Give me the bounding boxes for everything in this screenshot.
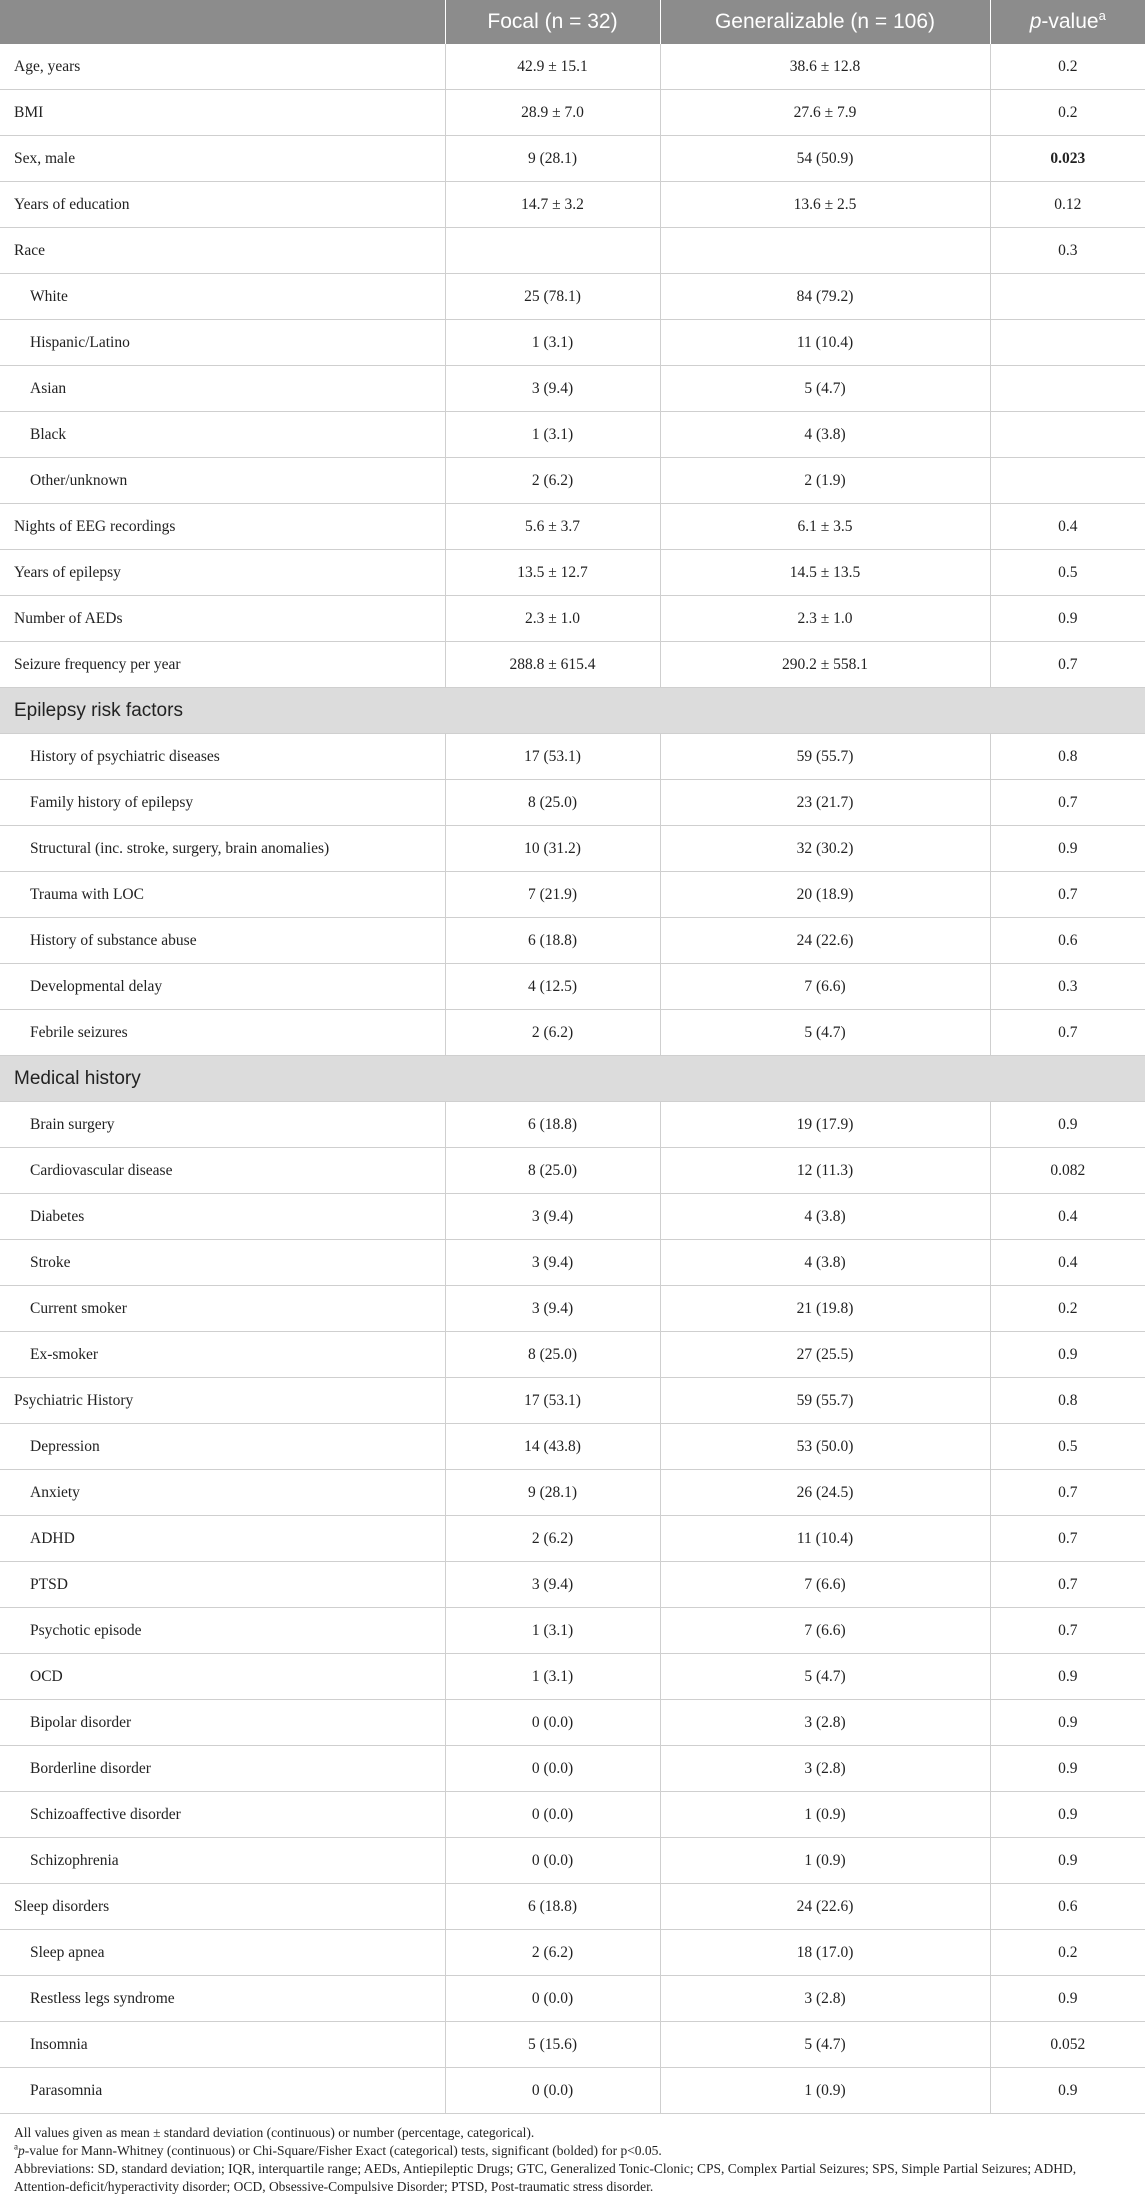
cell-pvalue — [990, 366, 1145, 412]
footnote-pvalue-italic: p — [18, 2143, 25, 2158]
table-row — [0, 1930, 1145, 1976]
footnote-pvalue-text: -value for Mann-Whitney (continuous) or Chi-Square/Fisher Exact (categorical) tests, significant (bolded) for p<0.05. — [24, 2143, 662, 2158]
table-row — [0, 1470, 1145, 1516]
cell-focal: 6 (18.8) — [445, 1884, 660, 1930]
cell-pvalue: 0.12 — [990, 182, 1145, 228]
cell-generalizable: 1 (0.9) — [660, 2068, 990, 2114]
cell-focal: 5 (15.6) — [445, 2022, 660, 2068]
cell-generalizable: 2.3 ± 1.0 — [660, 596, 990, 642]
row-label: History of psychiatric diseases — [0, 734, 445, 780]
cell-pvalue: 0.2 — [990, 1930, 1145, 1976]
cell-generalizable: 1 (0.9) — [660, 1838, 990, 1884]
cell-focal: 6 (18.8) — [445, 918, 660, 964]
cell-generalizable: 11 (10.4) — [660, 1516, 990, 1562]
cell-generalizable: 5 (4.7) — [660, 366, 990, 412]
cell-generalizable: 27 (25.5) — [660, 1332, 990, 1378]
table-row — [0, 504, 1145, 550]
cell-generalizable: 26 (24.5) — [660, 1470, 990, 1516]
row-label: Asian — [0, 366, 445, 412]
cell-focal — [445, 228, 660, 274]
header-pvalue-sup: a — [1098, 8, 1106, 23]
cell-pvalue: 0.7 — [990, 1010, 1145, 1056]
section-title: Epilepsy risk factors — [0, 688, 1145, 734]
cell-focal: 3 (9.4) — [445, 1286, 660, 1332]
row-label: Psychotic episode — [0, 1608, 445, 1654]
row-label: Age, years — [0, 44, 445, 90]
cell-generalizable: 20 (18.9) — [660, 872, 990, 918]
row-label: Sleep disorders — [0, 1884, 445, 1930]
table-row — [0, 872, 1145, 918]
row-label: Family history of epilepsy — [0, 780, 445, 826]
cell-focal: 2.3 ± 1.0 — [445, 596, 660, 642]
table-row — [0, 1976, 1145, 2022]
table-row — [0, 1102, 1145, 1148]
cell-generalizable: 14.5 ± 13.5 — [660, 550, 990, 596]
table-row — [0, 1010, 1145, 1056]
table-row — [0, 1424, 1145, 1470]
cell-pvalue: 0.6 — [990, 918, 1145, 964]
row-label: Current smoker — [0, 1286, 445, 1332]
cell-focal: 3 (9.4) — [445, 366, 660, 412]
row-label: Developmental delay — [0, 964, 445, 1010]
cell-focal: 1 (3.1) — [445, 412, 660, 458]
cell-pvalue — [990, 274, 1145, 320]
cell-generalizable: 7 (6.6) — [660, 1608, 990, 1654]
row-label: History of substance abuse — [0, 918, 445, 964]
header-focal: Focal (n = 32) — [445, 0, 660, 44]
table-body — [0, 44, 1145, 2114]
cell-generalizable: 3 (2.8) — [660, 1700, 990, 1746]
cell-generalizable: 290.2 ± 558.1 — [660, 642, 990, 688]
cell-focal: 13.5 ± 12.7 — [445, 550, 660, 596]
cell-generalizable: 38.6 ± 12.8 — [660, 44, 990, 90]
row-label: BMI — [0, 90, 445, 136]
cell-focal: 28.9 ± 7.0 — [445, 90, 660, 136]
cell-generalizable: 1 (0.9) — [660, 1792, 990, 1838]
cell-pvalue: 0.9 — [990, 596, 1145, 642]
cell-pvalue: 0.4 — [990, 504, 1145, 550]
table-row — [0, 320, 1145, 366]
cell-focal: 9 (28.1) — [445, 1470, 660, 1516]
cell-generalizable: 13.6 ± 2.5 — [660, 182, 990, 228]
cell-generalizable: 54 (50.9) — [660, 136, 990, 182]
cell-pvalue — [990, 320, 1145, 366]
row-label: PTSD — [0, 1562, 445, 1608]
cell-pvalue: 0.4 — [990, 1194, 1145, 1240]
table-footnotes — [0, 2114, 1145, 2196]
row-label: Diabetes — [0, 1194, 445, 1240]
cell-generalizable: 11 (10.4) — [660, 320, 990, 366]
row-label: Insomnia — [0, 2022, 445, 2068]
footnote-pvalue — [14, 2142, 1131, 2160]
cell-focal: 1 (3.1) — [445, 1608, 660, 1654]
cell-generalizable: 4 (3.8) — [660, 1194, 990, 1240]
cell-generalizable: 27.6 ± 7.9 — [660, 90, 990, 136]
cell-pvalue: 0.2 — [990, 1286, 1145, 1332]
table-row — [0, 182, 1145, 228]
cell-focal: 8 (25.0) — [445, 1148, 660, 1194]
cell-generalizable: 24 (22.6) — [660, 918, 990, 964]
cell-pvalue: 0.9 — [990, 1332, 1145, 1378]
cell-generalizable: 7 (6.6) — [660, 1562, 990, 1608]
header-generalizable: Generalizable (n = 106) — [660, 0, 990, 44]
table-row — [0, 228, 1145, 274]
cell-pvalue: 0.9 — [990, 1700, 1145, 1746]
cell-focal: 9 (28.1) — [445, 136, 660, 182]
cell-pvalue: 0.9 — [990, 826, 1145, 872]
table-header-row — [0, 0, 1145, 44]
row-label: Years of education — [0, 182, 445, 228]
table-row — [0, 1654, 1145, 1700]
cell-focal: 1 (3.1) — [445, 1654, 660, 1700]
cell-generalizable: 21 (19.8) — [660, 1286, 990, 1332]
cell-generalizable: 19 (17.9) — [660, 1102, 990, 1148]
cell-pvalue: 0.5 — [990, 1424, 1145, 1470]
cell-pvalue: 0.9 — [990, 1746, 1145, 1792]
table-row — [0, 412, 1145, 458]
cell-focal: 2 (6.2) — [445, 1930, 660, 1976]
table-row — [0, 1332, 1145, 1378]
table-row — [0, 2022, 1145, 2068]
cell-focal: 42.9 ± 15.1 — [445, 44, 660, 90]
cell-focal: 2 (6.2) — [445, 1010, 660, 1056]
cell-focal: 0 (0.0) — [445, 1976, 660, 2022]
row-label: Years of epilepsy — [0, 550, 445, 596]
table-row — [0, 366, 1145, 412]
row-label: Stroke — [0, 1240, 445, 1286]
row-label: Borderline disorder — [0, 1746, 445, 1792]
row-label: Hispanic/Latino — [0, 320, 445, 366]
cell-generalizable: 3 (2.8) — [660, 1976, 990, 2022]
cell-focal: 4 (12.5) — [445, 964, 660, 1010]
table-row — [0, 90, 1145, 136]
row-label: Race — [0, 228, 445, 274]
cell-pvalue: 0.9 — [990, 1976, 1145, 2022]
cell-pvalue: 0.9 — [990, 1102, 1145, 1148]
cell-focal: 0 (0.0) — [445, 1792, 660, 1838]
cell-generalizable: 5 (4.7) — [660, 2022, 990, 2068]
cell-generalizable: 5 (4.7) — [660, 1654, 990, 1700]
row-label: Depression — [0, 1424, 445, 1470]
cell-focal: 2 (6.2) — [445, 1516, 660, 1562]
cell-focal: 14 (43.8) — [445, 1424, 660, 1470]
header-blank-cell — [0, 0, 445, 44]
cell-focal: 14.7 ± 3.2 — [445, 182, 660, 228]
row-label: ADHD — [0, 1516, 445, 1562]
table-row — [0, 2068, 1145, 2114]
cell-focal: 7 (21.9) — [445, 872, 660, 918]
row-label: Structural (inc. stroke, surgery, brain anomalies) — [0, 826, 445, 872]
row-label: Schizophrenia — [0, 1838, 445, 1884]
row-label: Bipolar disorder — [0, 1700, 445, 1746]
cell-pvalue: 0.7 — [990, 872, 1145, 918]
row-label: Seizure frequency per year — [0, 642, 445, 688]
cell-generalizable: 24 (22.6) — [660, 1884, 990, 1930]
cell-focal: 17 (53.1) — [445, 734, 660, 780]
row-label: Black — [0, 412, 445, 458]
cell-pvalue: 0.4 — [990, 1240, 1145, 1286]
table-row — [0, 1240, 1145, 1286]
header-pvalue-text: -value — [1041, 10, 1099, 33]
cell-focal: 5.6 ± 3.7 — [445, 504, 660, 550]
table-row — [0, 1194, 1145, 1240]
cell-pvalue: 0.8 — [990, 734, 1145, 780]
footnote-pvalue-sup: a — [14, 2141, 18, 2152]
table-row — [0, 734, 1145, 780]
cell-generalizable: 18 (17.0) — [660, 1930, 990, 1976]
table-row — [0, 1700, 1145, 1746]
cell-generalizable: 4 (3.8) — [660, 1240, 990, 1286]
table-row — [0, 1562, 1145, 1608]
header-pvalue — [990, 0, 1145, 44]
row-label: OCD — [0, 1654, 445, 1700]
cell-pvalue: 0.7 — [990, 1562, 1145, 1608]
row-label: Schizoaffective disorder — [0, 1792, 445, 1838]
cell-focal: 17 (53.1) — [445, 1378, 660, 1424]
table-row — [0, 826, 1145, 872]
cell-pvalue: 0.3 — [990, 228, 1145, 274]
cell-focal: 288.8 ± 615.4 — [445, 642, 660, 688]
cell-pvalue: 0.9 — [990, 1654, 1145, 1700]
row-label: Sex, male — [0, 136, 445, 182]
cell-generalizable: 4 (3.8) — [660, 412, 990, 458]
table-row — [0, 550, 1145, 596]
cell-focal: 8 (25.0) — [445, 780, 660, 826]
cell-pvalue: 0.6 — [990, 1884, 1145, 1930]
row-label: Febrile seizures — [0, 1010, 445, 1056]
cell-pvalue: 0.2 — [990, 90, 1145, 136]
cell-pvalue: 0.7 — [990, 642, 1145, 688]
table-row — [0, 44, 1145, 90]
cell-focal: 3 (9.4) — [445, 1194, 660, 1240]
cell-generalizable: 5 (4.7) — [660, 1010, 990, 1056]
section-header-row — [0, 688, 1145, 734]
section-header-row — [0, 1056, 1145, 1102]
cell-generalizable: 2 (1.9) — [660, 458, 990, 504]
cell-focal: 6 (18.8) — [445, 1102, 660, 1148]
row-label: Ex-smoker — [0, 1332, 445, 1378]
cell-pvalue: 0.082 — [990, 1148, 1145, 1194]
table-row — [0, 642, 1145, 688]
table-row — [0, 1516, 1145, 1562]
table-row — [0, 1378, 1145, 1424]
cell-focal: 1 (3.1) — [445, 320, 660, 366]
cell-pvalue: 0.052 — [990, 2022, 1145, 2068]
table-row — [0, 780, 1145, 826]
row-label: Other/unknown — [0, 458, 445, 504]
cell-pvalue: 0.7 — [990, 1516, 1145, 1562]
cell-generalizable: 53 (50.0) — [660, 1424, 990, 1470]
cell-generalizable: 3 (2.8) — [660, 1746, 990, 1792]
table-row — [0, 1746, 1145, 1792]
footnote-values: All values given as mean ± standard deviation (continuous) or number (percentage, categorical). — [14, 2125, 535, 2140]
cell-pvalue: 0.5 — [990, 550, 1145, 596]
cell-focal: 0 (0.0) — [445, 1838, 660, 1884]
cell-generalizable — [660, 228, 990, 274]
row-label: Restless legs syndrome — [0, 1976, 445, 2022]
table-row — [0, 274, 1145, 320]
cell-generalizable: 59 (55.7) — [660, 1378, 990, 1424]
table-row — [0, 1286, 1145, 1332]
cell-pvalue: 0.9 — [990, 1792, 1145, 1838]
cell-pvalue: 0.7 — [990, 1608, 1145, 1654]
table-row — [0, 458, 1145, 504]
table-row — [0, 136, 1145, 182]
header-pvalue-italic: p — [1029, 10, 1042, 33]
cell-focal: 0 (0.0) — [445, 1700, 660, 1746]
cell-generalizable: 23 (21.7) — [660, 780, 990, 826]
cell-pvalue: 0.7 — [990, 1470, 1145, 1516]
row-label: Parasomnia — [0, 2068, 445, 2114]
cell-generalizable: 6.1 ± 3.5 — [660, 504, 990, 550]
cell-focal: 0 (0.0) — [445, 2068, 660, 2114]
cell-pvalue: 0.8 — [990, 1378, 1145, 1424]
cell-focal: 25 (78.1) — [445, 274, 660, 320]
row-label: Cardiovascular disease — [0, 1148, 445, 1194]
cell-generalizable: 12 (11.3) — [660, 1148, 990, 1194]
cell-focal: 0 (0.0) — [445, 1746, 660, 1792]
table-row — [0, 1884, 1145, 1930]
cell-pvalue — [990, 458, 1145, 504]
section-title: Medical history — [0, 1056, 1145, 1102]
cell-focal: 3 (9.4) — [445, 1240, 660, 1286]
cell-focal: 10 (31.2) — [445, 826, 660, 872]
cell-pvalue: 0.2 — [990, 44, 1145, 90]
cell-focal: 3 (9.4) — [445, 1562, 660, 1608]
cell-focal: 8 (25.0) — [445, 1332, 660, 1378]
table-row — [0, 1608, 1145, 1654]
table-row — [0, 964, 1145, 1010]
cell-generalizable: 7 (6.6) — [660, 964, 990, 1010]
row-label: Anxiety — [0, 1470, 445, 1516]
cell-generalizable: 32 (30.2) — [660, 826, 990, 872]
row-label: Psychiatric History — [0, 1378, 445, 1424]
table-row — [0, 1838, 1145, 1884]
row-label: Trauma with LOC — [0, 872, 445, 918]
cell-pvalue: 0.3 — [990, 964, 1145, 1010]
row-label: White — [0, 274, 445, 320]
row-label: Sleep apnea — [0, 1930, 445, 1976]
table-row — [0, 1148, 1145, 1194]
cell-pvalue: 0.9 — [990, 2068, 1145, 2114]
cell-focal: 2 (6.2) — [445, 458, 660, 504]
cell-pvalue: 0.9 — [990, 1838, 1145, 1884]
row-label: Brain surgery — [0, 1102, 445, 1148]
table-row — [0, 1792, 1145, 1838]
cell-generalizable: 59 (55.7) — [660, 734, 990, 780]
cell-generalizable: 84 (79.2) — [660, 274, 990, 320]
table-row — [0, 918, 1145, 964]
cell-pvalue: 0.023 — [990, 136, 1145, 182]
row-label: Nights of EEG recordings — [0, 504, 445, 550]
footnote-abbreviations: Abbreviations: SD, standard deviation; IQR, interquartile range; AEDs, Antiepileptic Drugs; GTC, Generalized Tonic-Clonic; CPS, Complex Partial Seizures; SPS, Simple Partial Seizures; ADHD, Attention-deficit/hyperactivity disorder; OCD, Obsessive-Compulsive Disorder; PTSD, Post-traumatic stress disorder. — [14, 2161, 1077, 2194]
table-row — [0, 596, 1145, 642]
row-label: Number of AEDs — [0, 596, 445, 642]
cell-pvalue: 0.7 — [990, 780, 1145, 826]
cell-pvalue — [990, 412, 1145, 458]
